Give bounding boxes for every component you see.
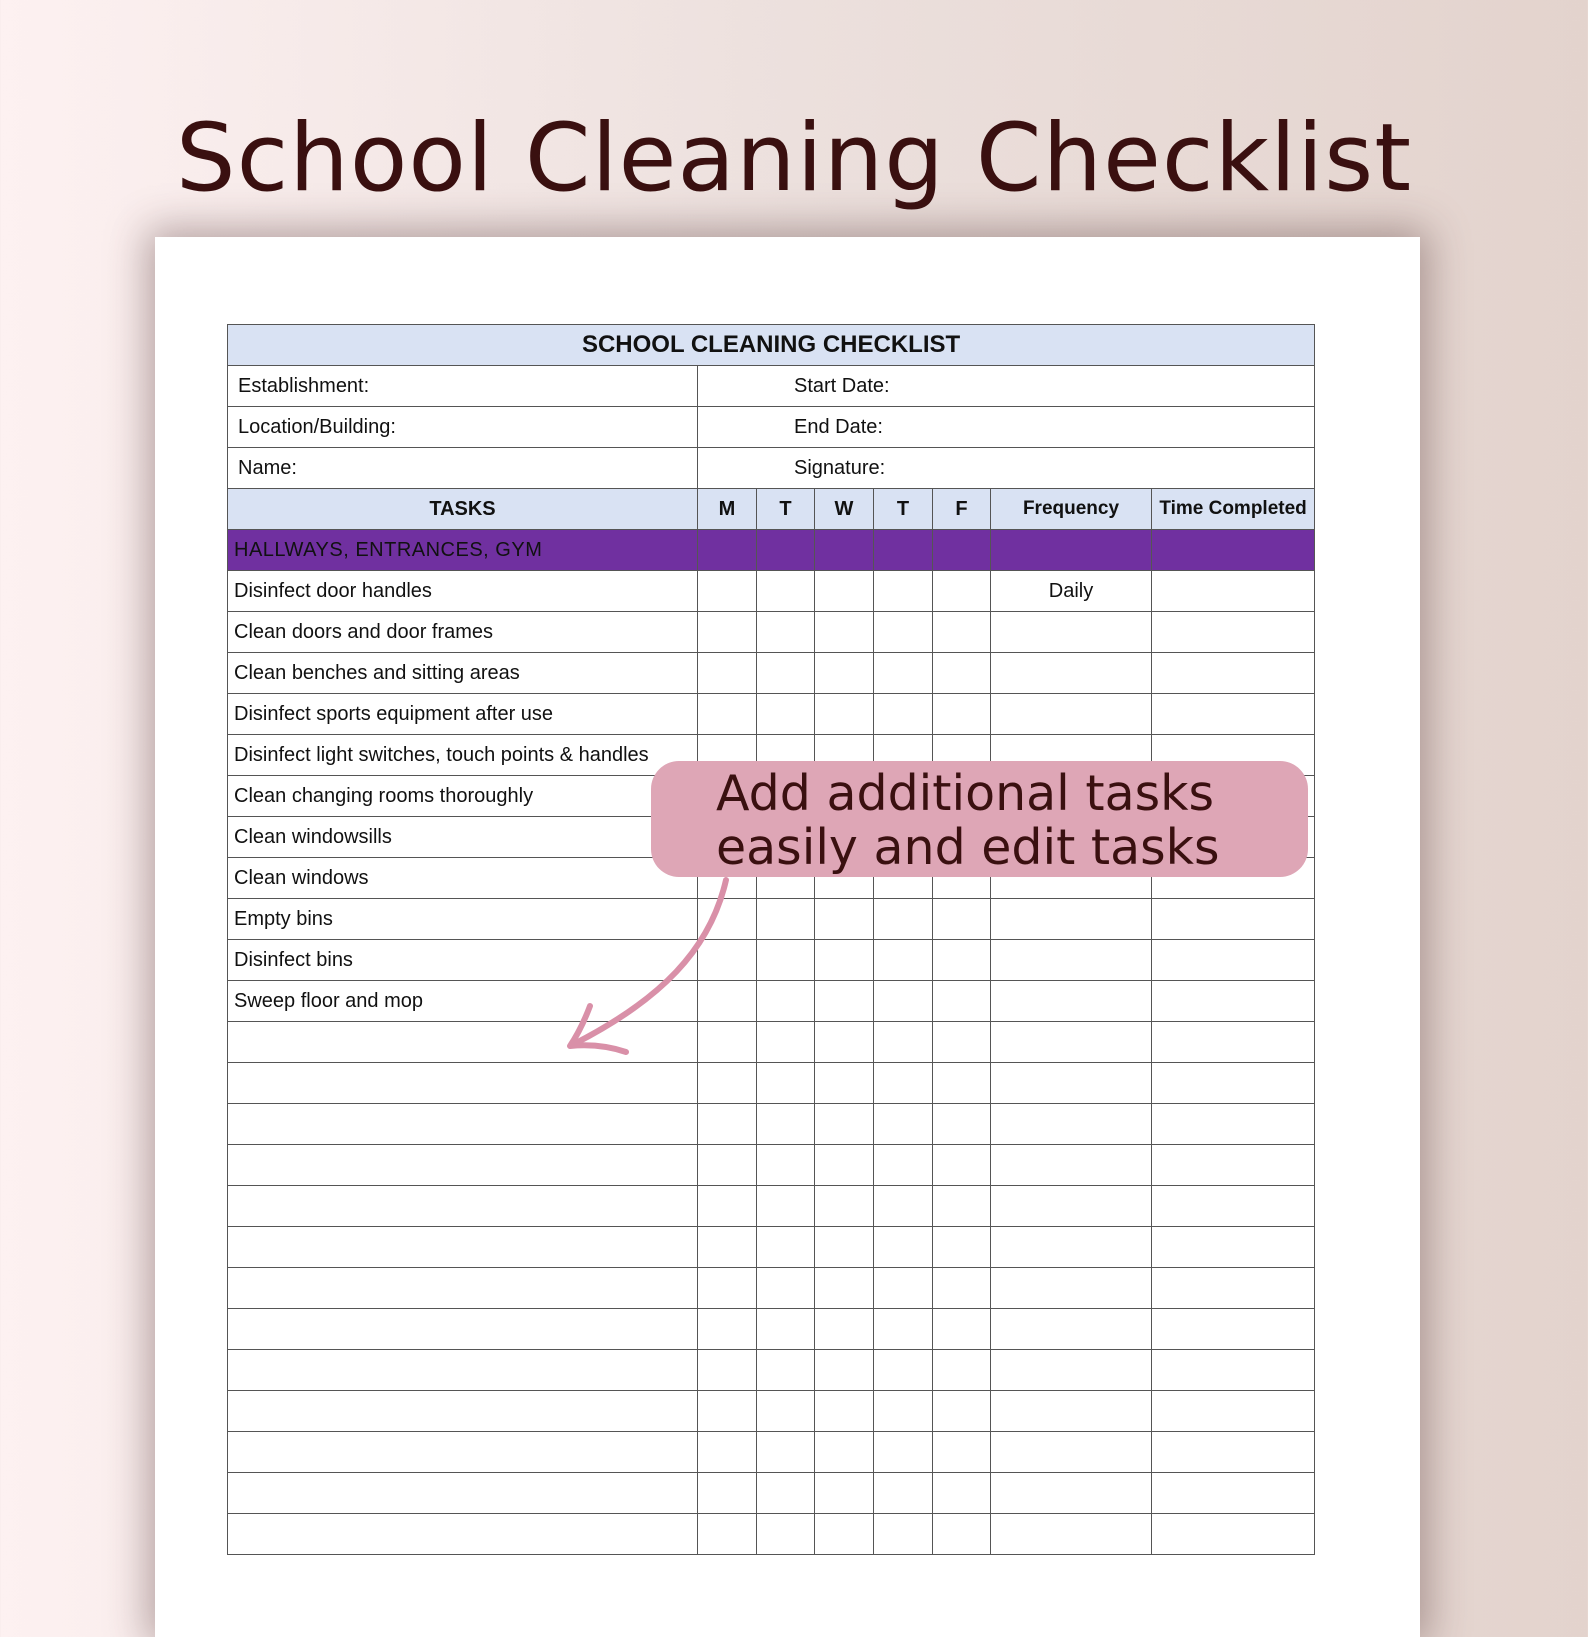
start-date-text: Start Date: <box>794 374 890 397</box>
day-header-thu: T <box>874 489 933 530</box>
day-header-tue: T <box>757 489 815 530</box>
day-checkbox-mon[interactable] <box>698 1432 757 1473</box>
day-checkbox-thu[interactable] <box>874 1227 933 1268</box>
day-checkbox-mon[interactable] <box>698 1227 757 1268</box>
tasks-header: TASKS <box>228 489 698 530</box>
task-row <box>228 1063 1315 1104</box>
time-completed-cell[interactable] <box>1152 1063 1315 1104</box>
day-checkbox-fri[interactable] <box>933 612 991 653</box>
day-checkbox-fri[interactable] <box>933 940 991 981</box>
day-header-fri: F <box>933 489 991 530</box>
day-checkbox-tue[interactable] <box>757 1432 815 1473</box>
time-completed-cell[interactable] <box>1152 1268 1315 1309</box>
frequency-cell[interactable] <box>991 653 1152 694</box>
day-checkbox-tue[interactable] <box>757 940 815 981</box>
day-checkbox-tue[interactable] <box>757 612 815 653</box>
day-checkbox-wed[interactable] <box>815 899 874 940</box>
day-checkbox-mon[interactable] <box>698 694 757 735</box>
frequency-header: Frequency <box>991 489 1152 530</box>
day-checkbox-mon[interactable] <box>698 653 757 694</box>
day-checkbox-thu[interactable] <box>874 694 933 735</box>
section-cell <box>991 530 1152 571</box>
task-row <box>228 940 1315 981</box>
day-checkbox-thu[interactable] <box>874 899 933 940</box>
day-checkbox-tue[interactable] <box>757 1391 815 1432</box>
task-name-cell[interactable]: Disinfect door handles <box>228 571 698 612</box>
task-name-cell[interactable]: Clean windows <box>228 858 698 899</box>
day-checkbox-fri[interactable] <box>933 1309 991 1350</box>
time-completed-cell[interactable] <box>1152 612 1315 653</box>
task-name-cell[interactable]: Disinfect bins <box>228 940 698 981</box>
day-checkbox-fri[interactable] <box>933 694 991 735</box>
day-checkbox-mon[interactable] <box>698 1145 757 1186</box>
time-completed-cell[interactable] <box>1152 1432 1315 1473</box>
day-checkbox-wed[interactable] <box>815 1432 874 1473</box>
day-checkbox-tue[interactable] <box>757 1186 815 1227</box>
task-name-cell[interactable]: Clean doors and door frames <box>228 612 698 653</box>
task-row <box>228 981 1315 1022</box>
day-checkbox-thu[interactable] <box>874 1309 933 1350</box>
frequency-cell[interactable] <box>991 1063 1152 1104</box>
day-checkbox-fri[interactable] <box>933 1514 991 1555</box>
callout-bubble <box>651 761 1308 877</box>
day-checkbox-wed[interactable] <box>815 940 874 981</box>
time-completed-cell[interactable] <box>1152 1514 1315 1555</box>
task-row <box>228 653 1315 694</box>
day-checkbox-wed[interactable] <box>815 1227 874 1268</box>
day-checkbox-wed[interactable] <box>815 1514 874 1555</box>
day-checkbox-mon[interactable] <box>698 1473 757 1514</box>
frequency-cell[interactable] <box>991 1432 1152 1473</box>
day-checkbox-fri[interactable] <box>933 1473 991 1514</box>
task-row <box>228 899 1315 940</box>
day-checkbox-wed[interactable] <box>815 612 874 653</box>
time-completed-cell[interactable] <box>1152 899 1315 940</box>
task-row <box>228 1432 1315 1473</box>
day-checkbox-tue[interactable] <box>757 1514 815 1555</box>
task-row <box>228 612 1315 653</box>
task-name-cell[interactable] <box>228 1309 698 1350</box>
task-row <box>228 1145 1315 1186</box>
day-checkbox-fri[interactable] <box>933 653 991 694</box>
day-checkbox-fri[interactable] <box>933 1022 991 1063</box>
day-checkbox-fri[interactable] <box>933 1227 991 1268</box>
day-checkbox-thu[interactable] <box>874 1391 933 1432</box>
day-checkbox-wed[interactable] <box>815 1186 874 1227</box>
checklist-table <box>227 324 1315 1555</box>
task-row <box>228 1268 1315 1309</box>
day-header-mon: M <box>698 489 757 530</box>
day-checkbox-fri[interactable] <box>933 899 991 940</box>
section-cell <box>933 530 991 571</box>
time-completed-cell[interactable] <box>1152 653 1315 694</box>
day-checkbox-tue[interactable] <box>757 1063 815 1104</box>
day-checkbox-fri[interactable] <box>933 1268 991 1309</box>
task-name-cell[interactable] <box>228 1350 698 1391</box>
day-checkbox-thu[interactable] <box>874 1063 933 1104</box>
task-row <box>228 1391 1315 1432</box>
frequency-cell[interactable] <box>991 1104 1152 1145</box>
frequency-cell[interactable] <box>991 612 1152 653</box>
name-label[interactable]: Name: <box>228 448 698 489</box>
day-checkbox-thu[interactable] <box>874 1350 933 1391</box>
time-completed-cell[interactable] <box>1152 1227 1315 1268</box>
day-checkbox-tue[interactable] <box>757 1473 815 1514</box>
day-checkbox-tue[interactable] <box>757 694 815 735</box>
day-checkbox-tue[interactable] <box>757 1104 815 1145</box>
task-row <box>228 1186 1315 1227</box>
task-name-cell[interactable]: Clean changing rooms thoroughly <box>228 776 698 817</box>
day-checkbox-mon[interactable] <box>698 1309 757 1350</box>
frequency-cell[interactable] <box>991 1145 1152 1186</box>
day-checkbox-tue[interactable] <box>757 1350 815 1391</box>
task-name-cell[interactable] <box>228 1186 698 1227</box>
day-checkbox-thu[interactable] <box>874 1145 933 1186</box>
day-header-wed: W <box>815 489 874 530</box>
task-name-cell[interactable] <box>228 1473 698 1514</box>
day-checkbox-tue[interactable] <box>757 981 815 1022</box>
day-checkbox-mon[interactable] <box>698 571 757 612</box>
day-checkbox-tue[interactable] <box>757 1227 815 1268</box>
day-checkbox-mon[interactable] <box>698 1104 757 1145</box>
day-checkbox-wed[interactable] <box>815 1104 874 1145</box>
section-label: HALLWAYS, ENTRANCES, GYM <box>228 530 698 571</box>
frequency-cell[interactable] <box>991 1227 1152 1268</box>
time-completed-cell[interactable] <box>1152 1350 1315 1391</box>
day-checkbox-wed[interactable] <box>815 1022 874 1063</box>
signature-label[interactable] <box>698 448 1315 489</box>
frequency-cell[interactable] <box>991 981 1152 1022</box>
frequency-cell[interactable] <box>991 1186 1152 1227</box>
section-cell <box>698 530 757 571</box>
task-name-cell[interactable]: Disinfect sports equipment after use <box>228 694 698 735</box>
frequency-cell[interactable] <box>991 1514 1152 1555</box>
info-row <box>228 366 1315 407</box>
day-checkbox-thu[interactable] <box>874 1104 933 1145</box>
info-row <box>228 448 1315 489</box>
task-name-cell[interactable] <box>228 1227 698 1268</box>
day-checkbox-fri[interactable] <box>933 1350 991 1391</box>
frequency-cell[interactable] <box>991 1350 1152 1391</box>
task-row <box>228 571 1315 612</box>
frequency-cell[interactable] <box>991 1473 1152 1514</box>
frequency-cell[interactable] <box>991 694 1152 735</box>
info-row <box>228 407 1315 448</box>
task-name-cell[interactable]: Clean benches and sitting areas <box>228 653 698 694</box>
task-name-cell[interactable] <box>228 1145 698 1186</box>
day-checkbox-fri[interactable] <box>933 571 991 612</box>
task-row <box>228 1514 1315 1555</box>
day-checkbox-mon[interactable] <box>698 1268 757 1309</box>
task-row <box>228 1473 1315 1514</box>
task-row <box>228 1227 1315 1268</box>
day-checkbox-thu[interactable] <box>874 1268 933 1309</box>
day-checkbox-thu[interactable] <box>874 612 933 653</box>
frequency-cell[interactable] <box>991 1391 1152 1432</box>
day-checkbox-thu[interactable] <box>874 1473 933 1514</box>
task-row <box>228 694 1315 735</box>
section-cell <box>815 530 874 571</box>
section-row <box>228 530 1315 571</box>
day-checkbox-tue[interactable] <box>757 1268 815 1309</box>
day-checkbox-tue[interactable] <box>757 1022 815 1063</box>
task-name-cell[interactable]: Clean windowsills <box>228 817 698 858</box>
location-label[interactable]: Location/Building: <box>228 407 698 448</box>
time-completed-cell[interactable] <box>1152 1473 1315 1514</box>
end-date-label[interactable] <box>698 407 1315 448</box>
day-checkbox-tue[interactable] <box>757 899 815 940</box>
time-completed-cell[interactable] <box>1152 1022 1315 1063</box>
day-checkbox-wed[interactable] <box>815 1350 874 1391</box>
task-row <box>228 1022 1315 1063</box>
task-name-cell[interactable] <box>228 1104 698 1145</box>
task-row <box>228 1350 1315 1391</box>
time-completed-header: Time Completed <box>1152 489 1315 530</box>
frequency-cell[interactable] <box>991 940 1152 981</box>
day-checkbox-wed[interactable] <box>815 1391 874 1432</box>
day-checkbox-fri[interactable] <box>933 1432 991 1473</box>
day-checkbox-thu[interactable] <box>874 1514 933 1555</box>
day-checkbox-wed[interactable] <box>815 981 874 1022</box>
day-checkbox-tue[interactable] <box>757 1309 815 1350</box>
signature-text: Signature: <box>794 456 886 479</box>
day-checkbox-thu[interactable] <box>874 1186 933 1227</box>
frequency-cell[interactable] <box>991 1268 1152 1309</box>
time-completed-cell[interactable] <box>1152 981 1315 1022</box>
time-completed-cell[interactable] <box>1152 1104 1315 1145</box>
task-row <box>228 1104 1315 1145</box>
callout-line-2: easily and edit tasks <box>716 819 1220 876</box>
task-name-cell[interactable]: Empty bins <box>228 899 698 940</box>
day-checkbox-mon[interactable] <box>698 612 757 653</box>
task-name-cell[interactable] <box>228 1391 698 1432</box>
task-name-cell[interactable]: Sweep floor and mop <box>228 981 698 1022</box>
day-checkbox-wed[interactable] <box>815 571 874 612</box>
title-row <box>228 325 1315 366</box>
day-checkbox-fri[interactable] <box>933 1104 991 1145</box>
day-checkbox-mon[interactable] <box>698 1186 757 1227</box>
frequency-cell[interactable]: Daily <box>991 571 1152 612</box>
sheet-title: SCHOOL CLEANING CHECKLIST <box>228 325 1315 366</box>
day-checkbox-thu[interactable] <box>874 1432 933 1473</box>
day-checkbox-wed[interactable] <box>815 1063 874 1104</box>
curved-arrow-icon <box>550 870 750 1070</box>
time-completed-cell[interactable] <box>1152 1391 1315 1432</box>
task-row <box>228 1309 1315 1350</box>
day-checkbox-wed[interactable] <box>815 1268 874 1309</box>
time-completed-cell[interactable] <box>1152 571 1315 612</box>
day-checkbox-mon[interactable] <box>698 1391 757 1432</box>
day-checkbox-tue[interactable] <box>757 1145 815 1186</box>
task-name-cell[interactable] <box>228 1432 698 1473</box>
frequency-cell[interactable] <box>991 1309 1152 1350</box>
day-checkbox-thu[interactable] <box>874 571 933 612</box>
day-checkbox-fri[interactable] <box>933 1063 991 1104</box>
column-header-row <box>228 489 1315 530</box>
time-completed-cell[interactable] <box>1152 1309 1315 1350</box>
section-cell <box>1152 530 1315 571</box>
time-completed-cell[interactable] <box>1152 694 1315 735</box>
day-checkbox-thu[interactable] <box>874 981 933 1022</box>
callout-line-1: Add additional tasks <box>716 765 1215 822</box>
page-headline: School Cleaning Checklist <box>175 104 1413 213</box>
day-checkbox-thu[interactable] <box>874 653 933 694</box>
day-checkbox-tue[interactable] <box>757 653 815 694</box>
establishment-label[interactable]: Establishment: <box>228 366 698 407</box>
day-checkbox-fri[interactable] <box>933 1186 991 1227</box>
start-date-label[interactable] <box>698 366 1315 407</box>
task-name-cell[interactable]: Disinfect light switches, touch points & handles <box>228 735 698 776</box>
day-checkbox-wed[interactable] <box>815 1309 874 1350</box>
frequency-cell[interactable] <box>991 1022 1152 1063</box>
section-cell <box>874 530 933 571</box>
time-completed-cell[interactable] <box>1152 940 1315 981</box>
task-name-cell[interactable] <box>228 1514 698 1555</box>
task-name-cell[interactable] <box>228 1268 698 1309</box>
day-checkbox-thu[interactable] <box>874 1022 933 1063</box>
day-checkbox-fri[interactable] <box>933 981 991 1022</box>
day-checkbox-mon[interactable] <box>698 1514 757 1555</box>
time-completed-cell[interactable] <box>1152 1186 1315 1227</box>
day-checkbox-thu[interactable] <box>874 940 933 981</box>
day-checkbox-tue[interactable] <box>757 571 815 612</box>
day-checkbox-mon[interactable] <box>698 1350 757 1391</box>
frequency-cell[interactable] <box>991 899 1152 940</box>
end-date-text: End Date: <box>794 415 883 438</box>
day-checkbox-fri[interactable] <box>933 1145 991 1186</box>
day-checkbox-wed[interactable] <box>815 1473 874 1514</box>
day-checkbox-wed[interactable] <box>815 653 874 694</box>
time-completed-cell[interactable] <box>1152 1145 1315 1186</box>
section-cell <box>757 530 815 571</box>
checklist-sheet <box>155 237 1420 1637</box>
day-checkbox-wed[interactable] <box>815 694 874 735</box>
day-checkbox-wed[interactable] <box>815 1145 874 1186</box>
day-checkbox-fri[interactable] <box>933 1391 991 1432</box>
